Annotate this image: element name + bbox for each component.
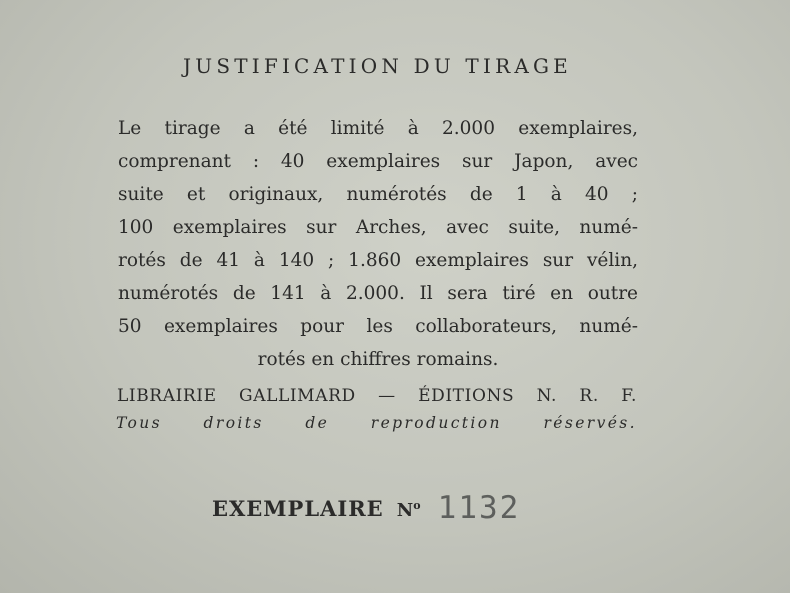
- number-abbrev: N: [396, 500, 414, 521]
- statement-line: suite et originaux, numérotés de 1 à 40 ;: [118, 184, 638, 205]
- statement-line: 100 exemplaires sur Arches, avec suite, numé-: [118, 217, 638, 238]
- copy-number-stamp: 1132: [437, 490, 521, 526]
- rights-notice: Tous droits de reproduction réservés.: [116, 414, 637, 432]
- number-sign: [397, 500, 421, 521]
- statement-line: rotés en chiffres romains.: [257, 349, 499, 370]
- number-abbrev-suffix: o: [413, 499, 421, 512]
- copy-number-line: [212, 490, 520, 530]
- statement-line: rotés de 41 à 140 ; 1.860 exemplaires sur vélin,: [118, 250, 638, 271]
- statement-line: 50 exemplaires pour les collaborateurs, numé-: [118, 316, 638, 337]
- page-title: JUSTIFICATION DU TIRAGE: [183, 54, 572, 78]
- publisher-imprint: LIBRAIRIE GALLIMARD — ÉDITIONS N. R. F.: [117, 386, 637, 406]
- statement-line: numérotés de 141 à 2.000. Il sera tiré en outre: [118, 283, 638, 304]
- statement-line: Le tirage a été limité à 2.000 exemplaires,: [118, 118, 638, 139]
- statement-line: comprenant : 40 exemplaires sur Japon, avec: [118, 151, 638, 172]
- copy-label: EXEMPLAIRE: [212, 496, 384, 521]
- print-run-statement: [118, 112, 638, 376]
